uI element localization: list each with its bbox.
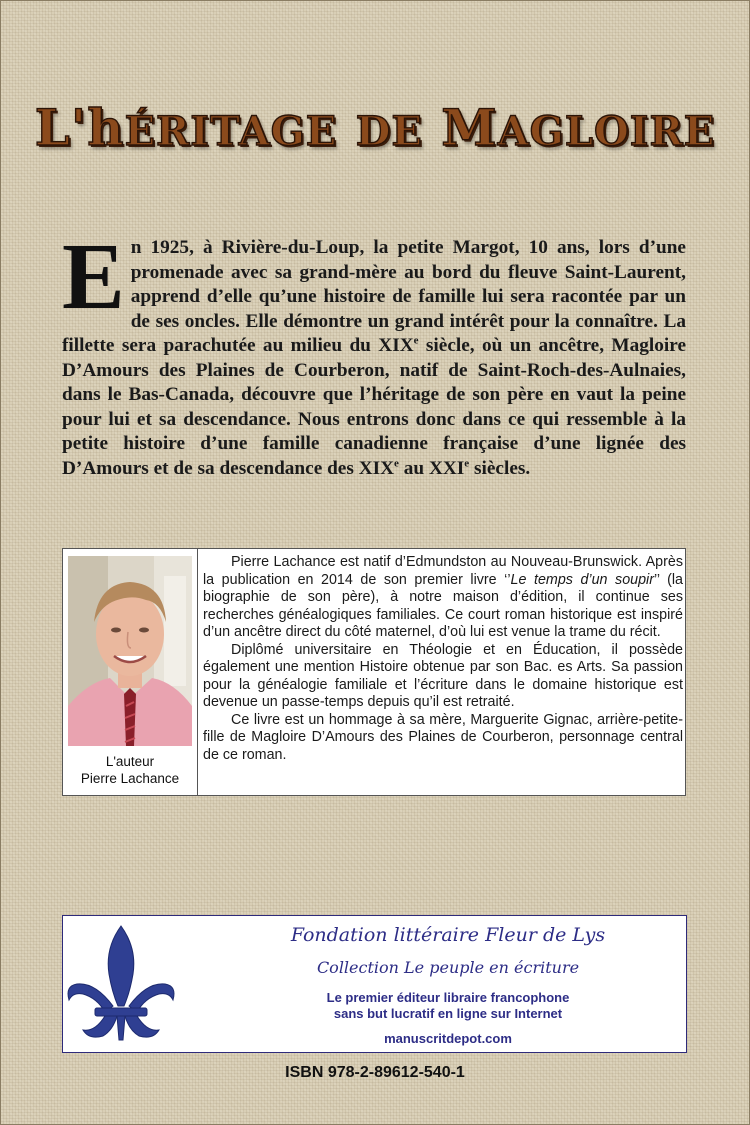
publisher-tagline: Le premier éditeur libraire francophone sans but lucratif en ligne sur Internet xyxy=(326,990,570,1021)
book-summary: En 1925, à Rivière-du-Loup, la petite Margot, 10 ans, lors d’une promenade avec sa grand-mère au bord du fleuve Saint-Laurent, apprend d’elle qu’une histoire de famille lui sera racontée par un de ses oncles. Elle démontre un grand intérêt pour la connaître. La fillette sera parachutée au milieu du XIXe siècle, où un ancêtre, Magloire D’Amours des Plaines de Courberon, natif de Saint-Roch-des-Aulnaies, dans le Bas-Canada, découvre que l’héritage de son père en vaut la peine pour lui et sa descendance. Nous entrons donc dans ce qui ressemble à la petite histoire d’une famille canadienne française d’une lignée des D’Amours et de sa descendance des XIXe au XXIe siècles. xyxy=(62,225,687,479)
author-bio-box xyxy=(62,548,686,796)
bio-paragraph: Diplômé universitaire en Théologie et en Éducation, il possède également une mention Histoire obtenue par son Bac. es Arts. Sa passion pour la généalogie familiale et l’écriture dans le domaine historique est devenue un passe-temps depuis qu’il est retraité. xyxy=(203,641,683,710)
publisher-box xyxy=(62,915,687,1053)
collection-name: Collection Le peuple en écriture xyxy=(316,958,580,977)
fleur-de-lys-icon xyxy=(65,922,177,1046)
author-bio-text xyxy=(203,554,683,764)
publisher-website: manuscritdepot.com xyxy=(384,1031,512,1046)
author-photo-panel xyxy=(63,549,198,795)
publisher-name: Fondation littéraire Fleur de Lys xyxy=(290,924,606,946)
drop-cap: E xyxy=(62,225,125,329)
bio-paragraph: Pierre Lachance est natif d’Edmundston au Nouveau-Brunswick. Après la publication en 2014 de son premier livre ‘’Le temps d’un soupir’’ (la biographie de son père), à notre maison d’édition, il continue ses recherches généalogiques familiales. Ce court roman historique est inspiré d’un ancêtre direct du côté maternel, d’où lui est venue la trame du récit. xyxy=(203,554,683,640)
author-photo xyxy=(68,556,192,746)
author-caption: L'auteur Pierre Lachance xyxy=(80,754,180,786)
isbn: ISBN 978-2-89612-540-1 xyxy=(285,1064,465,1081)
book-title: L'hÉRITAGE DE MAGLOIRE xyxy=(34,98,716,157)
bio-paragraph: Ce livre est un hommage à sa mère, Marguerite Gignac, arrière-petite-fille de Magloire D’Amours des Plaines de Courberon, personnage central de ce roman. xyxy=(203,711,683,763)
